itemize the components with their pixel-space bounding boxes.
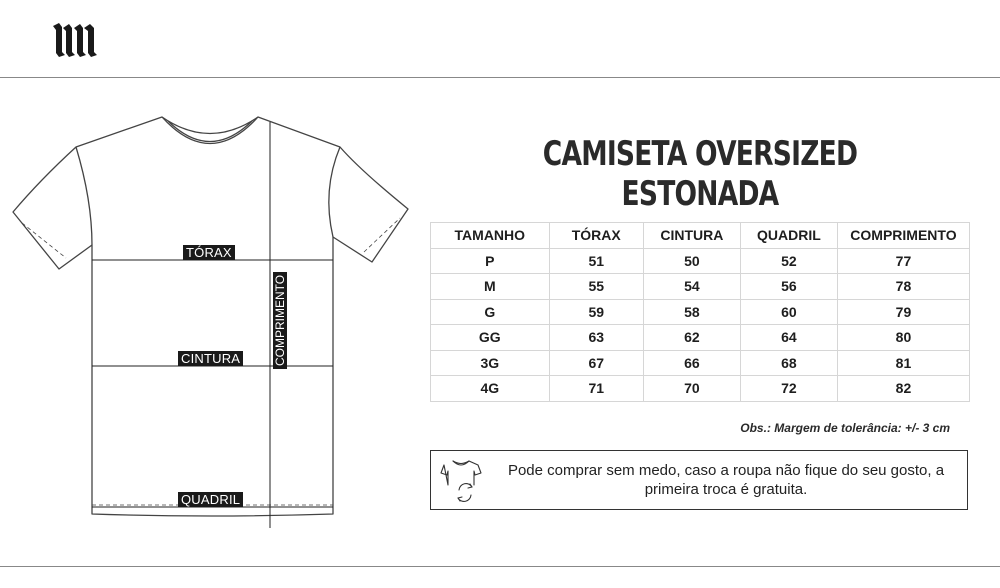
- exchange-text-line1: Pode comprar sem medo, caso a roupa não fique do seu gosto, a: [507, 462, 945, 479]
- table-row: [431, 274, 970, 300]
- table-cell: 67: [549, 350, 643, 376]
- table-cell: 62: [643, 325, 740, 351]
- table-cell: 50: [643, 248, 740, 274]
- table-cell: P: [431, 248, 550, 274]
- table-cell: M: [431, 274, 550, 300]
- table-cell: 60: [740, 299, 837, 325]
- table-cell: 78: [837, 274, 969, 300]
- exchange-text: [486, 461, 966, 499]
- product-title: CAMISETA OVERSIZED ESTONADA: [542, 134, 858, 214]
- tshirt-outline: [13, 117, 408, 516]
- table-cell: 51: [549, 248, 643, 274]
- table-row: [431, 248, 970, 274]
- table-cell: 72: [740, 376, 837, 402]
- table-cell: 4G: [431, 376, 550, 402]
- column-header: QUADRIL: [740, 223, 837, 249]
- table-cell: 54: [643, 274, 740, 300]
- table-cell: 71: [549, 376, 643, 402]
- table-row: [431, 350, 970, 376]
- chest-label: TÓRAX: [183, 245, 235, 260]
- column-header: TÓRAX: [549, 223, 643, 249]
- table-cell: 79: [837, 299, 969, 325]
- tshirt-diagram: [0, 100, 420, 540]
- exchange-text-line2: primeira troca é gratuita.: [644, 481, 808, 498]
- table-cell: 81: [837, 350, 969, 376]
- table-cell: 56: [740, 274, 837, 300]
- table-cell: 52: [740, 248, 837, 274]
- column-header: TAMANHO: [431, 223, 550, 249]
- table-row: [431, 376, 970, 402]
- table-cell: 59: [549, 299, 643, 325]
- table-header-row: [431, 223, 970, 249]
- table-cell: 55: [549, 274, 643, 300]
- tshirt-collar: [162, 117, 258, 144]
- column-header: COMPRIMENTO: [837, 223, 969, 249]
- shirt-exchange-icon: [439, 457, 483, 503]
- footer-divider: [0, 566, 1000, 567]
- table-row: [431, 325, 970, 351]
- table-cell: GG: [431, 325, 550, 351]
- tolerance-note: Obs.: Margem de tolerância: +/- 3 cm: [740, 421, 950, 435]
- table-cell: 64: [740, 325, 837, 351]
- column-header: CINTURA: [643, 223, 740, 249]
- table-cell: 58: [643, 299, 740, 325]
- table-cell: 70: [643, 376, 740, 402]
- hip-label: QUADRIL: [178, 492, 243, 507]
- size-table: [430, 222, 970, 402]
- length-label: COMPRIMENTO: [273, 272, 287, 369]
- table-cell: 3G: [431, 350, 550, 376]
- waist-label: CINTURA: [178, 351, 243, 366]
- table-cell: 63: [549, 325, 643, 351]
- table-cell: 82: [837, 376, 969, 402]
- header-divider: [0, 77, 1000, 78]
- table-cell: G: [431, 299, 550, 325]
- exchange-notice: [430, 450, 968, 510]
- table-row: [431, 299, 970, 325]
- table-cell: 77: [837, 248, 969, 274]
- brand-logo-icon: [50, 22, 100, 58]
- table-cell: 66: [643, 350, 740, 376]
- table-cell: 80: [837, 325, 969, 351]
- table-cell: 68: [740, 350, 837, 376]
